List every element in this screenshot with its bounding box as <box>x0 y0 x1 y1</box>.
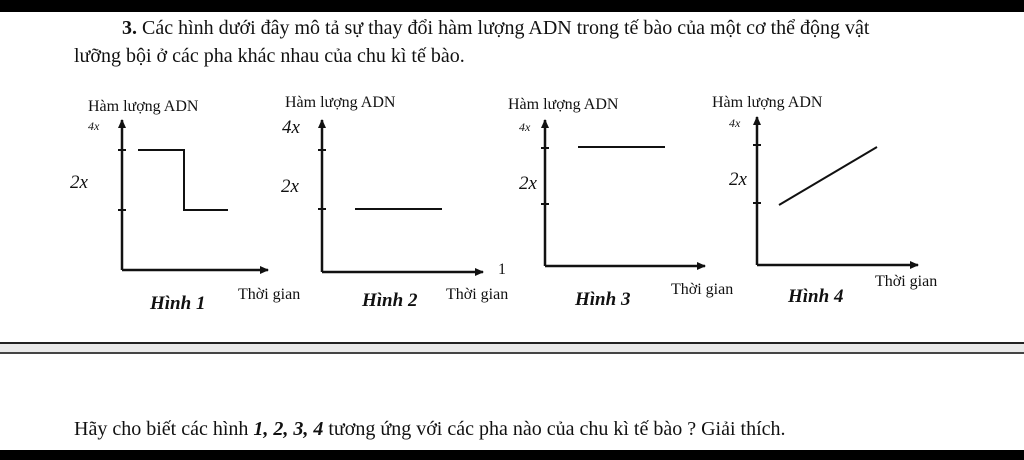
section-divider <box>0 342 1024 354</box>
figure-1-tick-4x: 4x <box>88 119 100 133</box>
figure-4-caption: Hình 4 <box>788 286 844 307</box>
prompt-figures: 1, 2, 3, 4 <box>253 418 324 440</box>
figure-2-tick-4x: 4x <box>282 117 300 138</box>
figure-3-caption: Hình 3 <box>575 289 631 310</box>
figure-1-caption: Hình 1 <box>150 293 206 314</box>
figure-4-dna-line <box>779 147 877 205</box>
figure-3-tick-4x: 4x <box>519 120 531 134</box>
figure-2 <box>281 94 508 311</box>
prompt-after: tương ứng với các pha nào của chu kì tế bào ? Giải thích. <box>323 418 786 440</box>
figure-2-tick-2x: 2x <box>281 176 299 197</box>
figure-1-ylabel: Hàm lượng ADN <box>88 98 199 115</box>
figure-3-ylabel: Hàm lượng ADN <box>508 96 619 113</box>
figure-4-tick-4x: 4x <box>729 116 741 130</box>
figure-1-dna-line <box>138 150 228 210</box>
figure-4-xlabel: Thời gian <box>875 273 938 290</box>
figure-3-tick-2x: 2x <box>519 173 537 194</box>
figure-3-xlabel: Thời gian <box>671 281 734 298</box>
figure-2-ylabel: Hàm lượng ADN <box>285 94 396 111</box>
question-line-1-text: Các hình dưới đây mô tả sự thay đổi hàm lượng ADN trong tế bào của một cơ thể động vật <box>142 17 870 39</box>
prompt-before: Hãy cho biết các hình <box>74 418 254 440</box>
figure-3 <box>508 96 733 310</box>
figure-4 <box>712 94 937 307</box>
question-prompt <box>74 416 786 442</box>
figure-1-tick-2x: 2x <box>70 172 88 193</box>
figure-2-xlabel: Thời gian <box>446 286 509 303</box>
question-line-2: lưỡng bội ở các pha khác nhau của chu kì tế bào. <box>74 45 465 67</box>
figure-1-xlabel: Thời gian <box>238 286 301 303</box>
question-number: 3. <box>122 17 137 39</box>
figure-1 <box>70 98 300 314</box>
bottom-border <box>0 450 1024 460</box>
figure-4-ylabel: Hàm lượng ADN <box>712 94 823 111</box>
figure-2-extra-mark: 1 <box>498 261 506 278</box>
figure-2-caption: Hình 2 <box>362 290 418 311</box>
figure-4-tick-2x: 2x <box>729 169 747 190</box>
